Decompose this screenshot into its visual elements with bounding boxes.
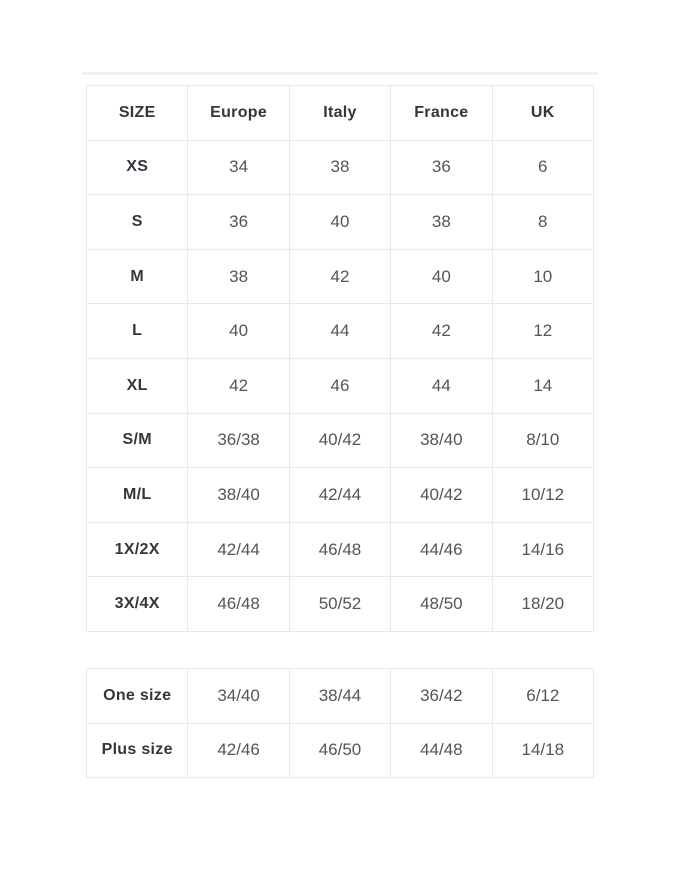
table-cell: 42/46 <box>188 723 289 778</box>
table-cell: 36 <box>391 140 492 195</box>
table-cell: 14/16 <box>492 522 593 577</box>
table-cell: 40/42 <box>391 468 492 523</box>
table-cell: 40 <box>188 304 289 359</box>
table-row <box>87 669 594 724</box>
table-cell: 10/12 <box>492 468 593 523</box>
table-cell: 46/50 <box>289 723 390 778</box>
table-row <box>87 304 594 359</box>
table-cell: 38/40 <box>188 468 289 523</box>
column-header-europe: Europe <box>188 86 289 141</box>
table-cell: 36 <box>188 195 289 250</box>
column-header-france: France <box>391 86 492 141</box>
table-cell: 42 <box>391 304 492 359</box>
table-row <box>87 468 594 523</box>
table-cell: 44 <box>391 358 492 413</box>
table-cell: 36/38 <box>188 413 289 468</box>
table-cell: 46/48 <box>188 577 289 632</box>
table-cell: 36/42 <box>391 669 492 724</box>
table-cell: 34 <box>188 140 289 195</box>
table-cell: 42/44 <box>188 522 289 577</box>
row-label: XS <box>87 140 188 195</box>
column-header-italy: Italy <box>289 86 390 141</box>
table-row <box>87 249 594 304</box>
special-size-table <box>86 668 594 778</box>
row-label: S/M <box>87 413 188 468</box>
table-cell: 10 <box>492 249 593 304</box>
table-cell: 38/40 <box>391 413 492 468</box>
row-label: L <box>87 304 188 359</box>
header-row <box>87 86 594 141</box>
table-cell: 14 <box>492 358 593 413</box>
table-cell: 14/18 <box>492 723 593 778</box>
table-cell: 46/48 <box>289 522 390 577</box>
row-label: M/L <box>87 468 188 523</box>
table-cell: 34/40 <box>188 669 289 724</box>
table-cell: 48/50 <box>391 577 492 632</box>
size-conversion-table <box>86 85 594 632</box>
table-cell: 18/20 <box>492 577 593 632</box>
table-row <box>87 358 594 413</box>
table-cell: 42/44 <box>289 468 390 523</box>
table-cell: 44 <box>289 304 390 359</box>
table-row <box>87 140 594 195</box>
table-cell: 38 <box>391 195 492 250</box>
table-cell: 42 <box>289 249 390 304</box>
table-cell: 46 <box>289 358 390 413</box>
table-cell: 40 <box>391 249 492 304</box>
row-label: XL <box>87 358 188 413</box>
table-row <box>87 723 594 778</box>
table-cell: 6 <box>492 140 593 195</box>
table-cell: 38 <box>289 140 390 195</box>
row-label: 3X/4X <box>87 577 188 632</box>
table-top-shadow-divider <box>82 72 598 75</box>
column-header-size: SIZE <box>87 86 188 141</box>
table-cell: 42 <box>188 358 289 413</box>
table-row <box>87 413 594 468</box>
table-cell: 6/12 <box>492 669 593 724</box>
table-cell: 40 <box>289 195 390 250</box>
table-row <box>87 195 594 250</box>
column-header-uk: UK <box>492 86 593 141</box>
table-row <box>87 522 594 577</box>
table-cell: 38/44 <box>289 669 390 724</box>
row-label: Plus size <box>87 723 188 778</box>
table-cell: 38 <box>188 249 289 304</box>
table-cell: 44/48 <box>391 723 492 778</box>
row-label: One size <box>87 669 188 724</box>
row-label: M <box>87 249 188 304</box>
table-cell: 8 <box>492 195 593 250</box>
table-cell: 50/52 <box>289 577 390 632</box>
table-cell: 12 <box>492 304 593 359</box>
table-cell: 8/10 <box>492 413 593 468</box>
row-label: S <box>87 195 188 250</box>
table-row <box>87 577 594 632</box>
table-cell: 40/42 <box>289 413 390 468</box>
table-cell: 44/46 <box>391 522 492 577</box>
row-label: 1X/2X <box>87 522 188 577</box>
